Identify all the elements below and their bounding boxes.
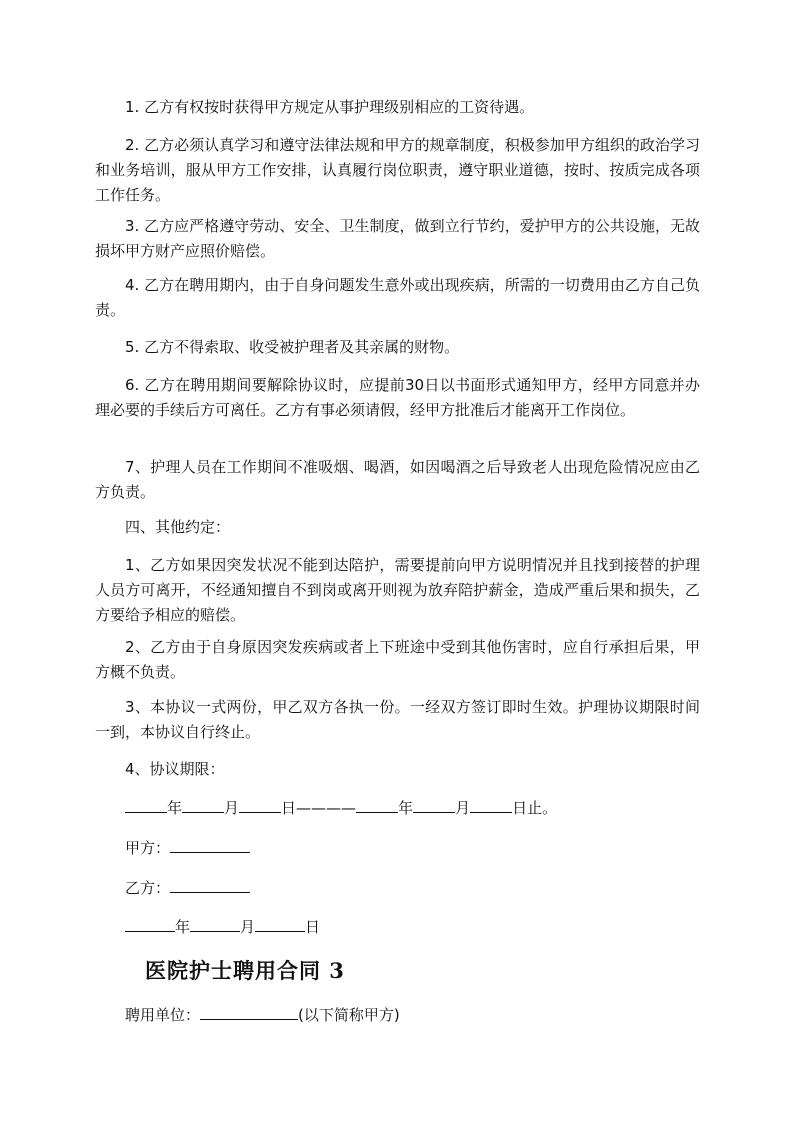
employer-label: 聘用单位：: [125, 1006, 201, 1024]
clause-6: 6. 乙方在聘用期间要解除协议时，应提前30日以书面形式通知甲方，经甲方同意并办理必要的手续后方可离任。乙方有事必须请假，经甲方批准后才能离开工作岗位。: [95, 376, 700, 419]
end-month-blank: [413, 796, 455, 813]
start-month-blank: [182, 796, 224, 813]
clause-3: 3. 乙方应严格遵守劳动、安全、卫生制度，做到立行节约，爱护甲方的公共设施，无故损坏甲方财产应照价赔偿。: [95, 217, 700, 260]
party-b-label: 乙方：: [125, 879, 171, 897]
other-term-3: 3、本协议一式两份，甲乙双方各执一份。一经双方签订即时生效。护理协议期限时间一到，本协议自行终止。: [95, 698, 700, 741]
sign-day-label: 日: [305, 918, 321, 936]
other-term-1: 1、乙方如果因突发状况不能到达陪护，需要提前向甲方说明情况并且找到接替的护理人员方可离开，不经通知擅自不到岗或离开则视为放弃陪护薪金，造成严重后果和损失，乙方要给予相应的赔偿。: [95, 556, 700, 624]
other-term-4: 4、协议期限：: [125, 760, 225, 778]
sign-month-label: 月: [240, 918, 256, 936]
start-day-blank: [239, 796, 281, 813]
term-dash: ————: [296, 799, 357, 817]
end-day-blank: [470, 796, 512, 813]
sign-day-blank: [255, 915, 305, 932]
clause-4: 4. 乙方在聘用期内，由于自身问题发生意外或出现疾病，所需的一切费用由乙方自己负责。: [95, 276, 700, 319]
employer-suffix: (以下简称甲方): [298, 1006, 400, 1024]
party-a-signature-line: [125, 836, 250, 861]
section-other-terms: 四、其他约定：: [125, 518, 231, 536]
start-year-blank: [125, 796, 167, 813]
clause-7: 7、护理人员在工作期间不准吸烟、喝酒，如因喝酒之后导致老人出现危险情况应由乙方负责。: [95, 458, 700, 501]
end-year-blank: [356, 796, 398, 813]
clause-5: 5. 乙方不得索取、收受被护理者及其亲属的财物。: [125, 338, 460, 356]
start-month-label: 月: [224, 799, 240, 817]
party-b-blank: [170, 876, 250, 893]
clause-2: 2. 乙方必须认真学习和遵守法律法规和甲方的规章制度，积极参加甲方组织的政治学习和业务培训，服从甲方工作安排，认真履行岗位职责，遵守职业道德，按时、按质完成各项工作任务。: [95, 136, 700, 204]
agreement-term-line: [125, 796, 557, 821]
employer-line: [125, 1003, 400, 1028]
clause-1: 1. 乙方有权按时获得甲方规定从事护理级别相应的工资待遇。: [125, 98, 535, 116]
contract-heading: 医院护士聘用合同 3: [145, 958, 345, 983]
employer-blank: [200, 1003, 298, 1020]
end-year-label: 年: [398, 799, 414, 817]
party-a-label: 甲方：: [125, 839, 171, 857]
start-day-label: 日: [281, 799, 297, 817]
party-b-signature-line: [125, 876, 250, 901]
end-day-label: 日止。: [512, 799, 558, 817]
sign-month-blank: [190, 915, 240, 932]
party-a-blank: [170, 836, 250, 853]
sign-year-label: 年: [175, 918, 191, 936]
start-year-label: 年: [167, 799, 183, 817]
signing-date-line: [125, 915, 320, 940]
other-term-2: 2、乙方由于自身原因突发疾病或者上下班途中受到其他伤害时，应自行承担后果，甲方概不负责。: [95, 638, 700, 681]
end-month-label: 月: [455, 799, 471, 817]
sign-year-blank: [125, 915, 175, 932]
